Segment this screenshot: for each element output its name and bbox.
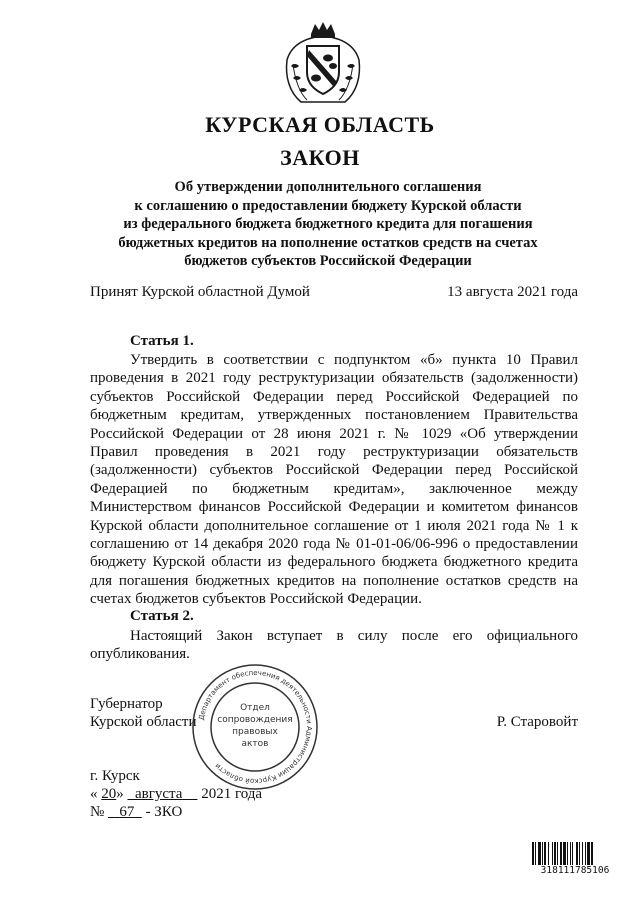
stamp-inner-line: сопровождения <box>217 715 293 725</box>
adopted-by: Принят Курской областной Думой <box>90 284 310 300</box>
stamp-inner-line: актов <box>241 739 269 749</box>
signer-name: Р. Старовойт <box>496 714 578 730</box>
article-2-text: Настоящий Закон вступает в силу после его официального опубликования. <box>90 628 578 663</box>
signer-position-line1: Губернатор <box>90 696 163 712</box>
date-quote-open: « <box>90 786 98 802</box>
coat-of-arms-icon <box>283 20 363 106</box>
subtitle-line: бюджетов субъектов Российской Федерации <box>184 253 472 269</box>
city: г. Курск <box>90 768 140 784</box>
official-stamp <box>190 662 320 792</box>
subtitle-line: бюджетных кредитов на пополнение остатков средств на счетах <box>118 234 538 251</box>
date-quote-close: » <box>116 786 124 802</box>
region-title: КУРСКАЯ ОБЛАСТЬ <box>205 112 435 137</box>
date-month: августа <box>135 786 183 802</box>
stamp-outer-text: Департамент обеспечения деятельности Администрации Курской области <box>197 668 314 786</box>
document-type: ЗАКОН <box>280 145 360 170</box>
subtitle-line: из федерального бюджета бюджетного кредита для погашения <box>123 216 533 232</box>
article-1-text: Утвердить в соответствии с подпунктом «б» пункта 10 Правил проведения в 2021 году реструктуризации обязательств (задолженности) субъектов Российской Федерации перед Российской Федерацией по бюджетным кредитам, утвержденных постановлением Правительства Российской Федерации от 28 июня 2021 г. № 1029 «Об утверждении Правил проведения в 2021 году реструктуризации обязательств (задолженности) субъектов Российской Федерации перед Российской Федерацией по бюджетным кредитам», заключенное между Министерством финансов Российской Федерации и комитетом финансов Курской области дополнительное соглашение от 1 июля 2021 года № 1 к соглашению от 14 декабря 2020 года № 01-01-06/06-996 о предоставлении бюджету Курской области из федерального бюджета бюджетного кредита для погашения бюджетных кредитов на пополнение остатков средств на счетах бюджетов субъектов Российской Федерации. <box>90 352 578 608</box>
article-1-heading: Статья 1. <box>130 333 194 349</box>
stamp-inner-line: Отдел <box>240 703 270 713</box>
law-number <box>90 804 182 821</box>
signing-date <box>90 786 262 803</box>
subtitle-line: Об утверждении дополнительного соглашения <box>174 179 482 195</box>
date-day: 20 <box>101 786 117 802</box>
number-sign: № <box>90 804 105 820</box>
date-year: 2021 года <box>201 786 263 802</box>
article-2-heading: Статья 2. <box>130 608 194 624</box>
subtitle-line: к соглашению о предоставлении бюджету Курской области <box>134 197 522 214</box>
number-suffix: - ЗКО <box>145 804 183 820</box>
barcode-number: 318111785106 <box>530 865 620 876</box>
law-subtitle <box>88 178 568 271</box>
adopted-date: 13 августа 2021 года <box>447 284 578 300</box>
number-value: 67 <box>119 804 135 820</box>
stamp-inner-line: правовых <box>232 727 278 737</box>
signer-position-line2: Курской области <box>90 714 197 730</box>
